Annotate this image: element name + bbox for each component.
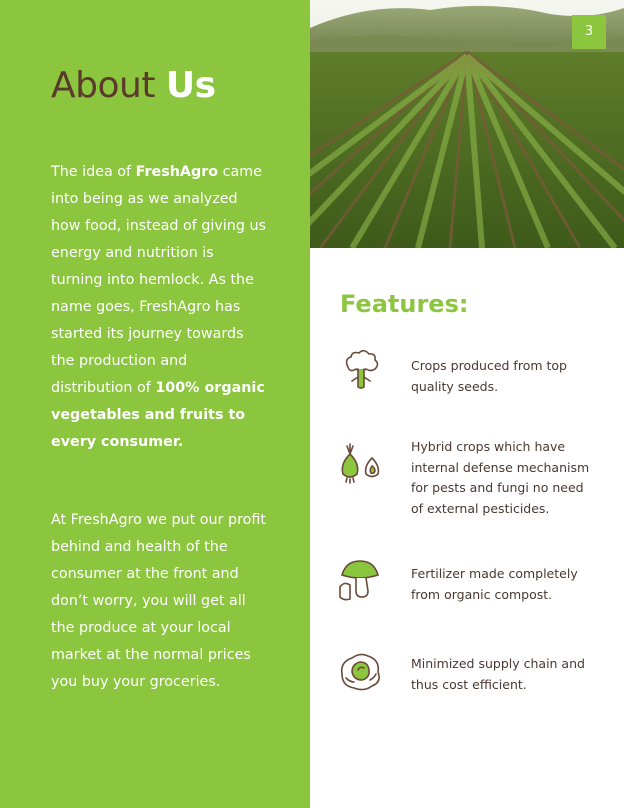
about-panel: [0, 0, 310, 808]
onion-garlic-icon: [336, 440, 386, 490]
title-main: About: [51, 65, 155, 106]
p1-text-2: came into being as we analyzed how food, instead of giving us energy and nutrition is turning into hemlock. As the name goes, FreshAgro has started its journey towards the production and distribution of: [51, 164, 266, 396]
brand-name: FreshAgro: [135, 164, 219, 180]
broccoli-icon: [336, 347, 386, 397]
mushroom-icon: [336, 557, 386, 607]
feature-text-4: Minimized supply chain and thus cost efficient.: [411, 656, 585, 692]
feature-text-1: Crops produced from top quality seeds.: [411, 358, 567, 394]
feature-text-3: Fertilizer made completely from organic compost.: [411, 566, 578, 602]
p1-text-1: The idea of: [51, 164, 136, 180]
features-title: Features:: [340, 290, 469, 318]
title-bold: Us: [165, 65, 216, 106]
about-paragraph-2: At FreshAgro we put our profit behind and health of the consumer at the front and don’t worry, you will get all the produce at your local market at the normal prices you buy your groceries.: [51, 512, 266, 690]
cabbage-icon: [336, 648, 386, 698]
page-number-badge: 3: [572, 15, 606, 49]
feature-text-2: Hybrid crops which have internal defense mechanism for pests and fungi no need of external pesticides.: [411, 439, 590, 517]
p1-bold-text: 100% organic vegetables and fruits to every consumer.: [51, 380, 265, 450]
about-paragraph-1: [51, 159, 266, 456]
page-title: [51, 62, 216, 110]
